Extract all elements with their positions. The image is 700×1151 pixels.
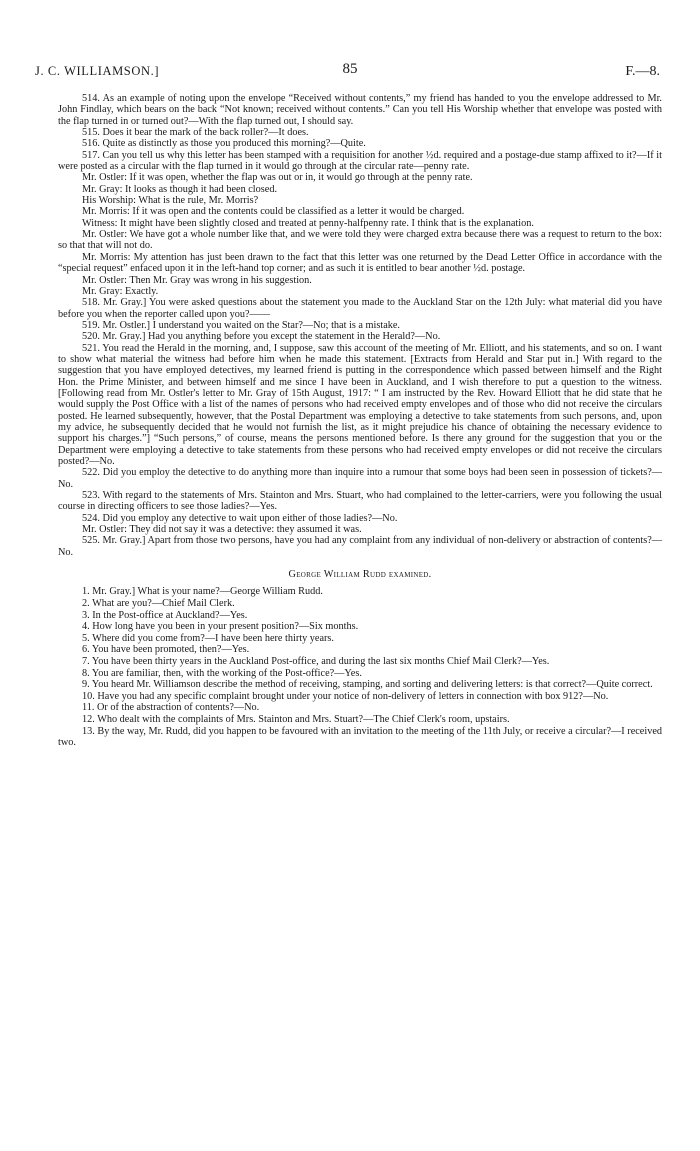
paragraph: 516. Quite as distinctly as those you produced this morning?—Quite. <box>82 138 366 150</box>
paragraph: Mr. Gray: It looks as though it had been closed. <box>82 183 278 195</box>
paragraph: Mr. Ostler: If it was open, whether the flap was out or in, it would go through at the penny rate. <box>82 172 473 184</box>
paragraph: 11. Or of the abstraction of contents?—No. <box>82 702 260 714</box>
paragraph: 4. How long have you been in your present position?—Six months. <box>82 621 359 633</box>
paragraph: 10. Have you had any specific complaint brought under your notice of non-delivery of letters in connection with box 912?—No. <box>82 690 609 702</box>
paragraph: 1. Mr. Gray.] What is your name?—George William Rudd. <box>82 586 323 598</box>
paragraph: 525. Mr. Gray.] Apart from those two persons, have you had any complaint from any individual of non-delivery or abstraction of contents?—No. <box>58 535 662 558</box>
paragraph: 524. Did you employ any detective to wait upon either of those ladies?—No. <box>82 512 398 524</box>
paragraph: 514. As an example of noting upon the envelope “Received without contents,” my friend has handed to you the envelope addressed to Mr. John Findlay, which bears on the back “Not known; received without contents.” Can you tell His Worship whether that envelope was posted with the flap turned in or turned out?—With the flap turned out, I should say. <box>58 93 662 127</box>
paragraph: 5. Where did you come from?—I have been here thirty years. <box>82 632 334 644</box>
paragraph: 3. In the Post-office at Auckland?—Yes. <box>82 609 248 621</box>
paragraph: 13. By the way, Mr. Rudd, did you happen to be favoured with an invitation to the meeting of the 11th July, or receive a circular?—I received two. <box>58 725 662 749</box>
paragraph: Mr. Ostler: They did not say it was a detective: they assumed it was. <box>82 524 362 536</box>
paragraph: 522. Did you employ the detective to do anything more than inquire into a rumour that some boys had been seen in possession of tickets?—No. <box>58 467 662 490</box>
paragraph: Mr. Gray: Exactly. <box>82 285 159 297</box>
paragraph: 2. What are you?—Chief Mail Clerk. <box>82 598 235 610</box>
paragraph: 7. You have been thirty years in the Auckland Post-office, and during the last six months Chief Mail Clerk?—Yes. <box>82 656 550 667</box>
paragraph: 517. Can you tell us why this letter has been stamped with a requisition for another ½d. required and a postage-due stamp affixed to it?—If it were posted as a circular with the flap turned in it would go through at the circular rate—penny rate. <box>58 149 662 173</box>
document-reference: F.—8. <box>625 64 660 79</box>
paragraph: 8. You are familiar, then, with the working of the Post-office?—Yes. <box>82 667 362 679</box>
paragraph: Witness: It might have been slightly closed and treated at penny-halfpenny rate. I think that is the explanation. <box>82 217 534 229</box>
paragraph: 520. Mr. Gray.] Had you anything before you except the statement in the Herald?—No. <box>82 331 441 343</box>
document-body <box>58 93 662 749</box>
paragraph: His Worship: What is the rule, Mr. Morris? <box>82 195 259 207</box>
paragraph: Mr. Morris: My attention has just been drawn to the fact that this letter was one returned by the Dead Letter Office in accordance with the “special request” enfaced upon it in the left-hand top corner; and as such it is entitled to bear another ½d. postage. <box>58 251 662 275</box>
paragraph: 515. Does it bear the mark of the back roller?—It does. <box>82 127 309 139</box>
paragraph: 518. Mr. Gray.] You were asked questions about the statement you made to the Auckland Star on the 12th July: what material did you have before you when the reporter called upon you?—— <box>58 297 662 320</box>
paragraph: Mr. Ostler: We have got a whole number like that, and we were told they were charged extra because there was a request to return to the box: so that that will not do. <box>58 229 662 252</box>
paragraph: 521. You read the Herald in the morning, and, I suppose, saw this account of the meeting of Mr. Elliott, and his statements, and so on. I want to show what material the witness had before him when he made this statement. [Extracts from Herald and Star put in.] With regard to the suggestion that you have employed detectives, my learned friend is putting in the correspondence which passed between himself and the Right Hon. the Prime Minister, and between himself and me since I have been in Auckland, and I wish therefore to put a question to the witness. [Following read from Mr. Ostler's letter to Mr. Gray of 15th August, 1917: “ I am instructed by the Rev. Howard Elliott that he did state that he would supply the Post Office with a list of the names of persons who had received empty envelopes and of those who did not receive the circulars posted. He learned subsequently, however, that the Postal Department was employing a detective to take statements from such persons, and, upon my advice, he subsequently decided that he would not furnish the list, as it might prejudice his chance of obtaining the necessary evidence to support his charges.”] “Such persons,” of course, means the persons mentioned before. Is there any ground for the suggestion that you or the Department were employing a detective to take statements from these persons who had received empty envelopes or did not receive the circulars posted?—No. <box>58 342 662 467</box>
paragraph: Mr. Morris: If it was open and the contents could be classified as a letter it would be charged. <box>82 206 465 218</box>
paragraph: Mr. Ostler: Then Mr. Gray was wrong in his suggestion. <box>82 274 312 286</box>
paragraph: 12. Who dealt with the complaints of Mrs. Stainton and Mrs. Stuart?—The Chief Clerk's room, upstairs. <box>82 713 510 725</box>
paragraph: 9. You heard Mr. Williamson describe the method of receiving, stamping, and sorting and delivering letters: is that correct?—Quite correct. <box>82 679 653 691</box>
page-number: 85 <box>342 61 358 77</box>
section-heading: George William Rudd examined. <box>288 569 432 581</box>
paragraph: 519. Mr. Ostler.] I understand you waited on the Star?—No; that is a mistake. <box>82 319 400 331</box>
running-header-author: J. C. WILLIAMSON.] <box>35 64 160 78</box>
paragraph: 523. With regard to the statements of Mrs. Stainton and Mrs. Stuart, who had complained to the letter-carriers, were you following the usual course in directing officers to see those ladies?—Yes. <box>58 490 662 513</box>
paragraph: 6. You have been promoted, then?—Yes. <box>82 644 250 656</box>
